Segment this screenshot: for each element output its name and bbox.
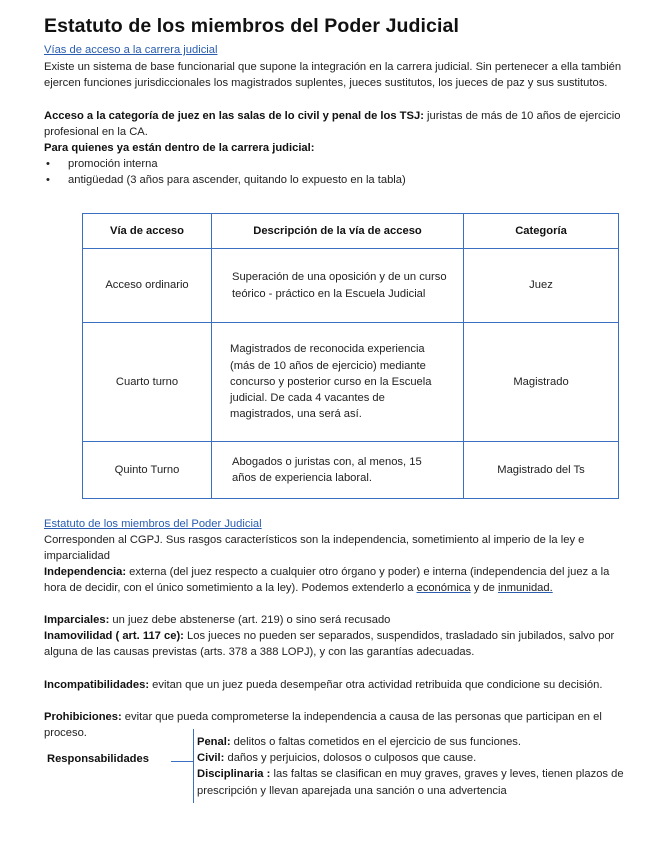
resp-penal-text: delitos o faltas cometidos en el ejercicio de sus funciones. — [230, 736, 521, 748]
bracket-line-horizontal — [171, 761, 193, 762]
resp-disc-bold: Disciplinaria : — [197, 768, 271, 781]
cell-via: Acceso ordinario — [83, 249, 212, 323]
table-row — [83, 442, 619, 499]
inamov-text: Los jueces no pueden ser separados, suspendidos, trasladado sin jubilados, salvo por alguna de las causas previstas (arts. 378 a 388 LOPJ), y con las garantías adecuadas. — [44, 630, 615, 659]
incomp-text: evitan que un juez pueda desempeñar otra actividad retribuida que condicione su decisión. — [149, 679, 603, 691]
resp-civil-bold: Civil: — [197, 752, 225, 765]
impar-bold: Imparciales: — [44, 614, 110, 626]
estatuto-intro: Corresponden al CGPJ. Sus rasgos característicos son la independencia, sometimiento al imperio de la ley e imparcialidad — [44, 534, 585, 563]
incomp-bold: Incompatibilidades: — [44, 679, 150, 691]
table-row — [83, 323, 619, 442]
indep-economica: económica — [416, 582, 471, 595]
access-bold: Acceso a la categoría de juez en las salas de lo civil y penal de los TSJ: — [44, 110, 424, 122]
career-heading — [44, 140, 634, 156]
list-item: • promoción interna — [44, 156, 604, 172]
cell-desc-text: Abogados o juristas con, al menos, 15 años de experiencia laboral. — [232, 455, 422, 484]
cell-via: Cuarto turno — [83, 323, 212, 442]
cell-cat: Magistrado del Ts — [464, 442, 619, 499]
indep-bold: Independencia: — [44, 566, 127, 578]
cell-desc-text: Superación de una oposición y de un curso teórico - práctico en la Escuela Judicial — [232, 271, 447, 300]
resp-civil-text: daños y perjuicios, dolosos o culposos que cause. — [224, 752, 477, 765]
header-cat: Categoría — [464, 214, 619, 249]
cell-via: Quinto Turno — [83, 442, 212, 499]
cell-desc — [212, 323, 464, 442]
list-item — [197, 750, 637, 766]
cell-desc-text: Magistrados de reconocida experiencia (más de 10 años de ejercicio) mediante concurso y posterior curso en la Escuela judicial. De cada 4 vacantes de magistrados, una será así. — [230, 343, 432, 421]
responsabilidades-list — [197, 734, 637, 799]
cell-desc — [212, 249, 464, 323]
header-via: Vía de acceso — [83, 214, 212, 249]
indep-text: externa (del juez respecto a cualquier otro órgano y poder) e interna (independencia del juez a la hora de decidir, con el único sometimiento a la ley). Podemos extenderlo a — [44, 566, 610, 595]
access-table — [82, 213, 619, 499]
responsabilidades-label: Responsabilidades — [47, 753, 149, 765]
cell-desc — [212, 442, 464, 499]
access-paragraph — [44, 108, 634, 140]
table-row — [83, 249, 619, 323]
section-link-vias[interactable] — [44, 42, 634, 58]
inamovilidad-paragraph — [44, 628, 634, 660]
cell-cat: Magistrado — [464, 323, 619, 442]
incompatibilidades-paragraph — [44, 677, 634, 693]
resp-disc-text: las faltas se clasifican en muy graves, graves y leves, tienen plazos de prescripción y llevan aparejada una sanción o una advertencia — [197, 768, 624, 797]
section-link-estatuto[interactable] — [44, 516, 634, 532]
prohib-bold: Prohibiciones: — [44, 711, 122, 723]
list-item — [197, 734, 637, 750]
list-item: • antigüedad (3 años para ascender, quitando lo expuesto en la tabla) — [44, 172, 604, 188]
bracket-line-vertical — [193, 729, 194, 803]
vias-acceso-link[interactable]: Vías de acceso a la carrera judicial — [44, 44, 218, 56]
page-title: Estatuto de los miembros del Poder Judicial — [44, 15, 459, 37]
career-bullets — [44, 156, 604, 188]
inamov-bold: Inamovilidad ( art. 117 ce): — [44, 630, 184, 642]
estatuto-link[interactable]: Estatuto de los miembros del Poder Judicial — [44, 518, 262, 530]
prohib-text: evitar que pueda comprometerse la independencia a causa de las personas que participan en el proceso. — [44, 711, 602, 740]
imparciales-paragraph — [44, 612, 634, 628]
independencia-paragraph — [44, 564, 634, 596]
table-header-row — [83, 214, 619, 249]
impar-text: un juez debe abstenerse (art. 219) o sino será recusado — [109, 614, 391, 626]
header-desc: Descripción de la vía de acceso — [212, 214, 464, 249]
indep-inmunidad: inmunidad. — [498, 582, 553, 595]
list-item — [197, 766, 637, 798]
cell-cat: Juez — [464, 249, 619, 323]
career-bold: Para quienes ya están dentro de la carrera judicial: — [44, 142, 315, 154]
intro-paragraph: Existe un sistema de base funcionarial que supone la integración en la carrera judicial. Sin pertenecer a ella también ejercen funciones jurisdiccionales los magistrados suplentes, jueces sustitutos, los jueces de paz y sus sustitutos. — [44, 61, 622, 90]
access-text: juristas de más de 10 años de ejercicio profesional en la CA. — [44, 110, 621, 139]
indep-mid: y de — [470, 582, 498, 595]
resp-penal-bold: Penal: — [197, 736, 231, 748]
